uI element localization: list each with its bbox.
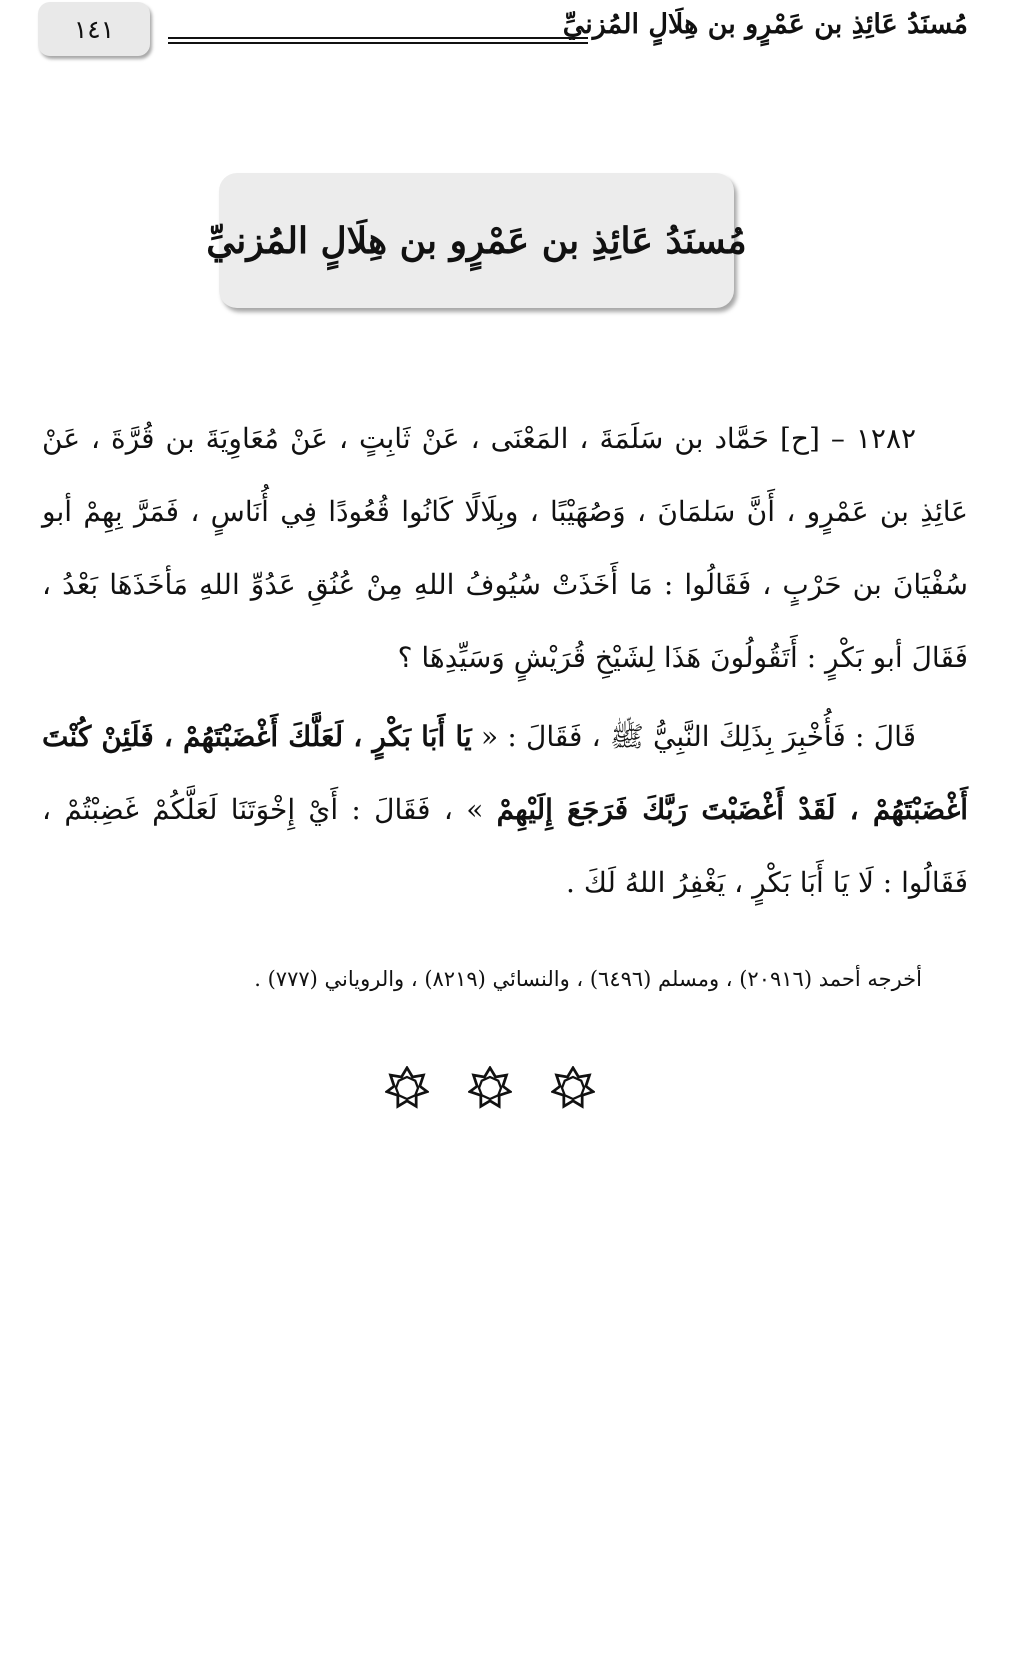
hadith-paragraph-1 (42, 402, 968, 694)
running-title: مُسنَدُ عَائِذِ بن عَمْرٍو بن هِلَالٍ المُزنيِّ (562, 9, 968, 40)
eight-point-star-icon (468, 1066, 512, 1110)
hadith-narration: – [ح] حَمَّاد بن سَلَمَةَ ، المَعْنَى ، عَنْ ثَابِتٍ ، عَنْ مُعَاوِيَةَ بن قُرَّةَ ، عَنْ عَائِذِ بن عَمْرٍو ، أَنَّ سَلمَانَ ، وَصُهَيْبًا ، وبِلَالًا كَانُوا قُعُودًا فِي أُنَاسٍ ، فَمَرَّ بِهِمْ أبو سُفْيَانَ بن حَرْبٍ ، فَقَالُوا : مَا أَخَذَتْ سُيُوفُ اللهِ مِنْ عُنُقِ عَدُوِّ اللهِ مَأخَذَهَا بَعْدُ ، فَقَالَ أبو بَكْرٍ : أَتَقُولُونَ هَذَا لِشَيْخِ قُرَيْشٍ وَسَيِّدِهَا ؟ (42, 422, 968, 674)
prophetic-quote: يَا أَبَا بَكْرٍ ، لَعَلَّكَ أَغْضَبْتَهُمْ ، فَلَئِنْ كُنْتَ أَغْضَبْتَهُمْ ، لَقَدْ أَغْضَبْتَ رَبَّكَ فَرَجَعَ إِلَيْهِمْ (42, 720, 969, 826)
chapter-title-box (206, 173, 747, 308)
eight-point-star-icon (385, 1066, 429, 1110)
section-divider-ornaments (385, 1060, 595, 1116)
hadith-paragraph-2 (42, 700, 968, 919)
chapter-title: مُسنَدُ عَائِذِ بن عَمْرٍو بن هِلَالٍ المُزنيِّ (206, 219, 747, 262)
running-header (0, 0, 1010, 70)
source-citation: أخرجه أحمد (٢٠٩١٦) ، ومسلم (٦٤٩٦) ، والنسائي (٨٢١٩) ، والروياني (٧٧٧) . (254, 967, 922, 991)
hadith-text (42, 402, 968, 919)
header-rule (168, 37, 588, 44)
hadith-report-ending: » ، فَقَالَ : أَيْ إِخْوَتَنَا لَعَلَّكُمْ غَضِبْتُمْ ، فَقَالُوا : لَا يَا أَبَا بَكْرٍ ، يَغْفِرُ اللهُ لَكَ . (42, 793, 968, 899)
hadith-report-intro: قَالَ : فَأُخْبِرَ بِذَلِكَ النَّبِيُّ ﷺ ، فَقَالَ : « (480, 720, 916, 753)
hadith-number: ١٢٨٢ (855, 422, 917, 455)
eight-point-star-icon (551, 1066, 595, 1110)
page-number: ١٤١ (73, 14, 115, 44)
page-number-tab (38, 2, 150, 56)
